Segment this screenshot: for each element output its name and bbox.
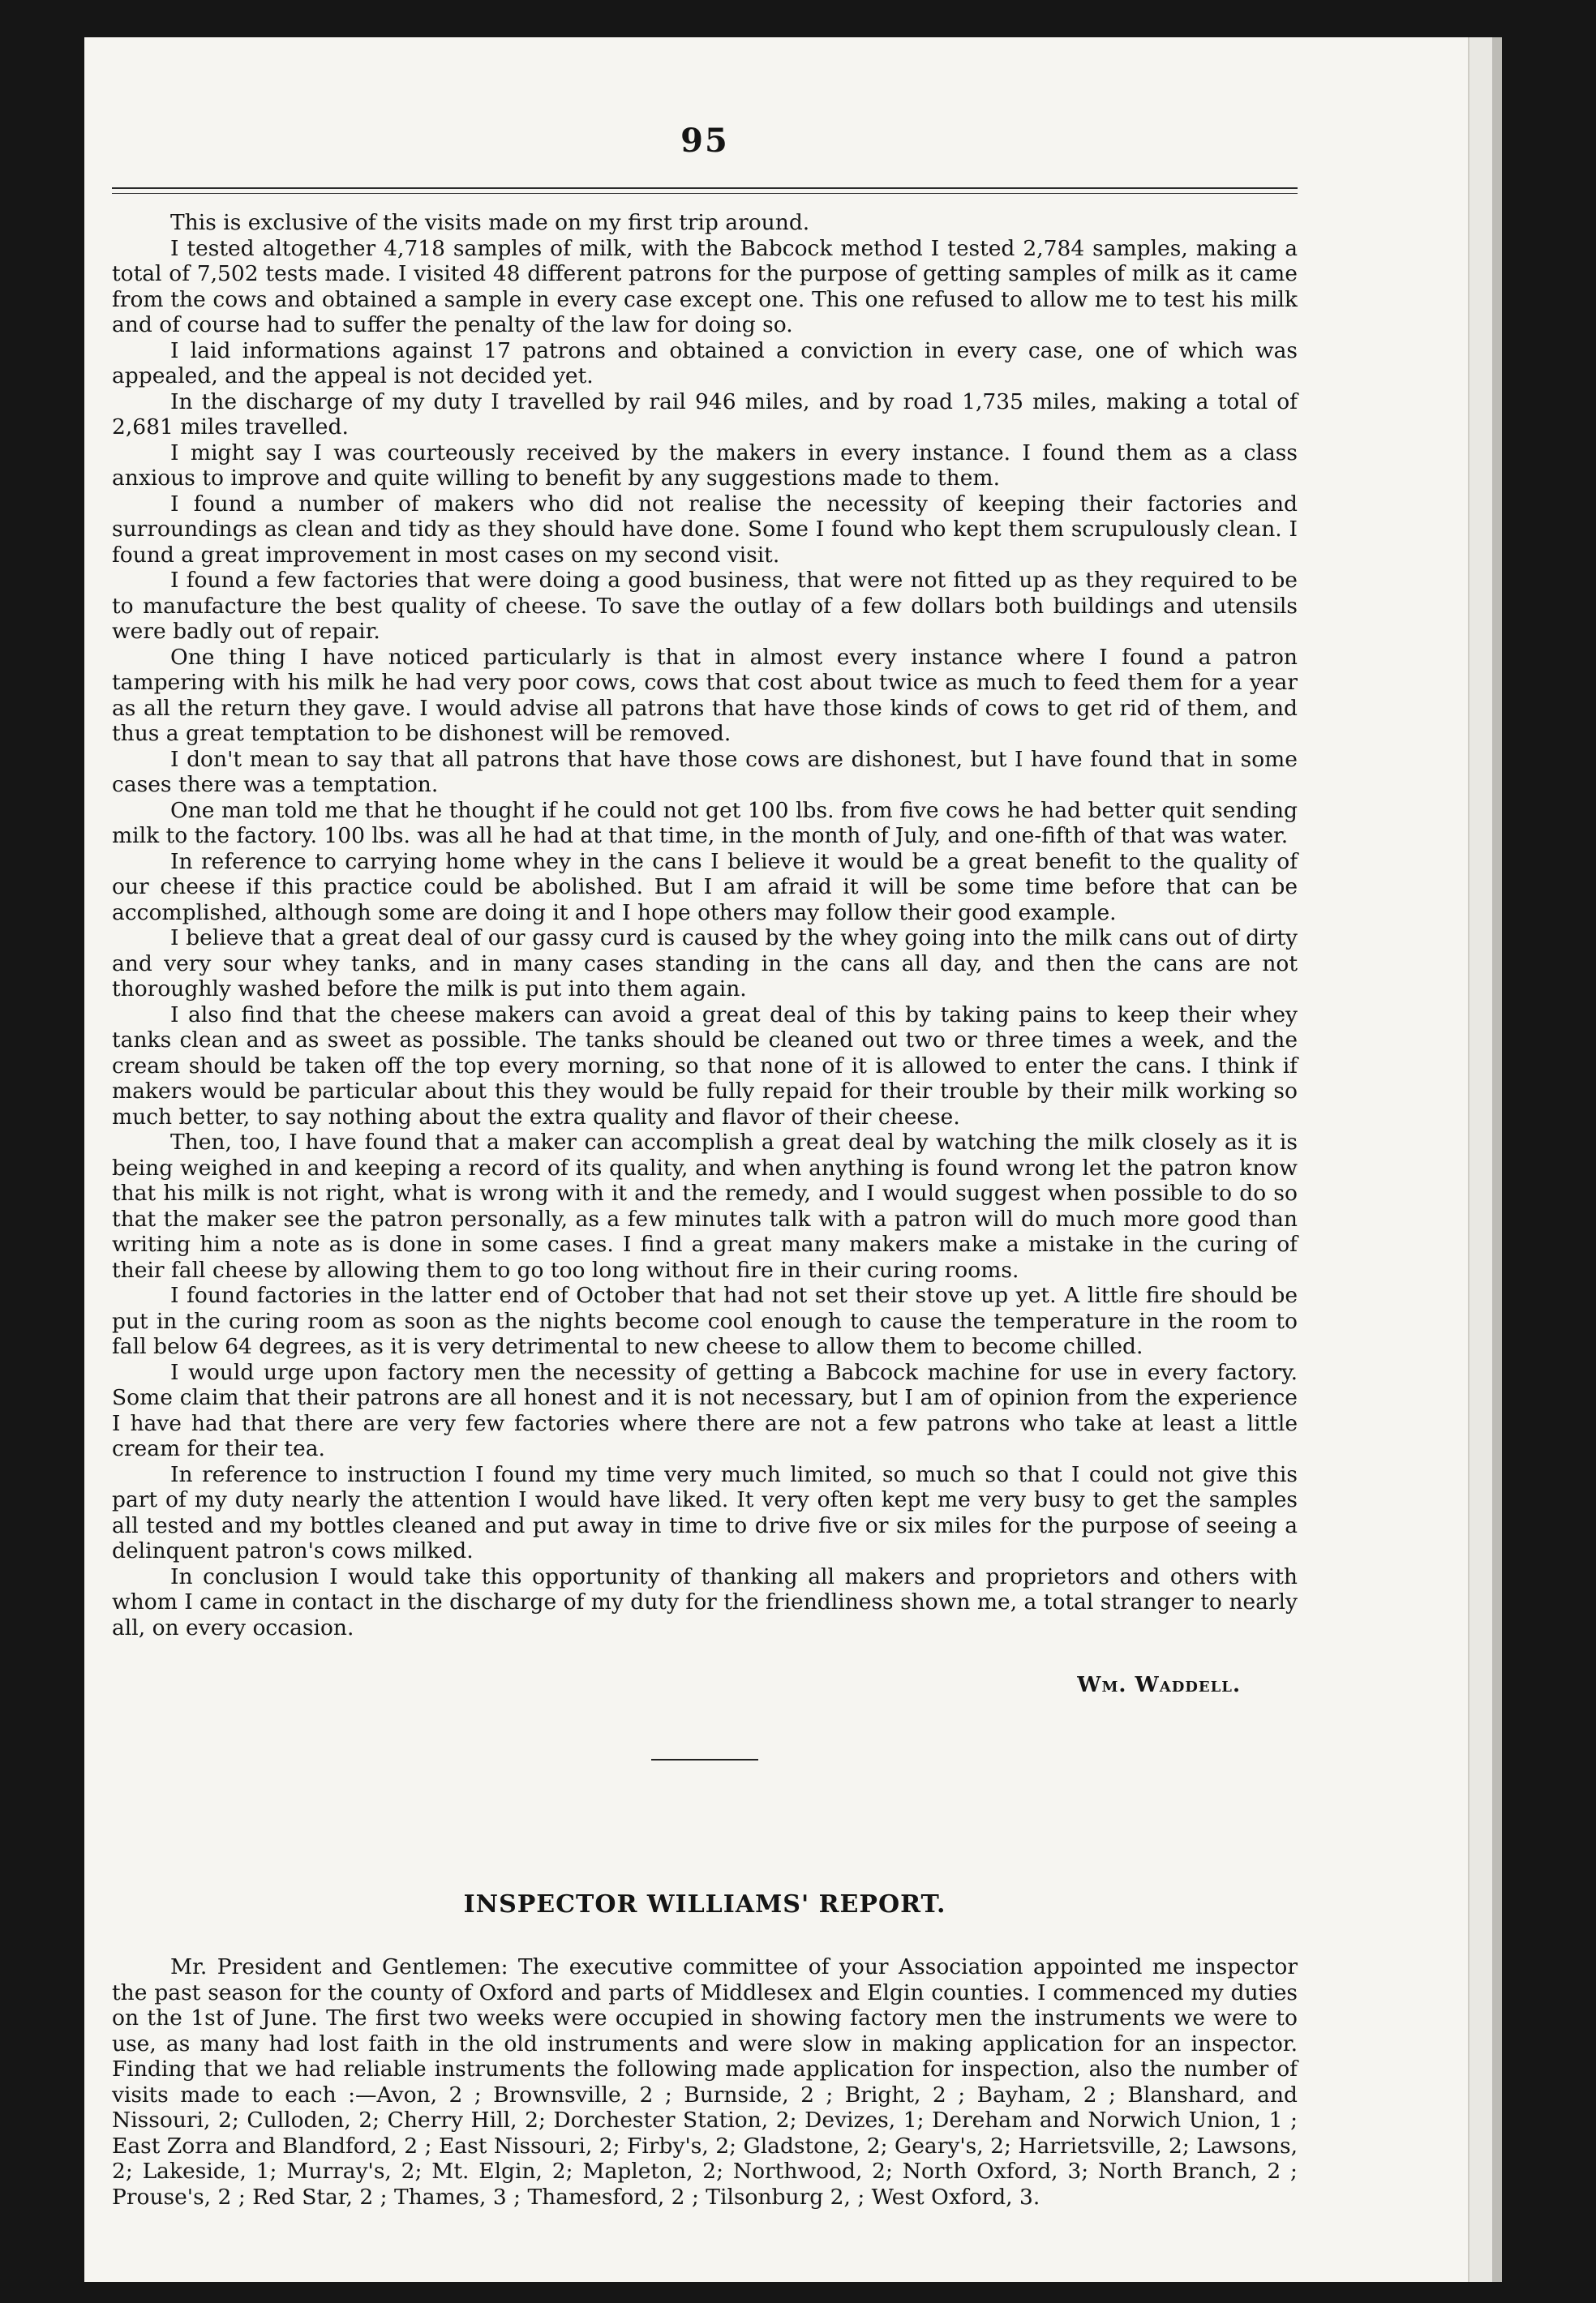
page-content [112,122,1298,2210]
paragraph: I believe that a great deal of our gassy curd is caused by the whey going into the milk cans out of dirty and very sour whey tanks, and in many cases standing in the cans all day, and then the cans are not thoroughly washed before the milk is put into them again. [112,925,1298,1001]
paragraph: Mr. President and Gentlemen: The executive committee of your Association appointed me inspector the past season for the county of Oxford and parts of Middlesex and Elgin counties. I commenced my duties on the 1st of June. The first two weeks were occupied in showing factory men the instruments we were to use, as many had lost faith in the old instruments and were slow in making application for an inspector. Finding that we had reliable instruments the following made application for inspection, also the number of visits made to each :—Avon, 2 ; Brownsville, 2 ; Burnside, 2 ; Bright, 2 ; Bayham, 2 ; Blanshard, and Nissouri, 2; Culloden, 2; Cherry Hill, 2; Dorchester Station, 2; Devizes, 1; Dereham and Norwich Union, 1 ; East Zorra and Blandford, 2 ; East Nissouri, 2; Firby's, 2; Gladstone, 2; Geary's, 2; Harrietsville, 2; Lawsons, 2; Lakeside, 1; Murray's, 2; Mt. Elgin, 2; Mapleton, 2; Northwood, 2; North Oxford, 3; North Branch, 2 ; Prouse's, 2 ; Red Star, 2 ; Thames, 3 ; Thamesford, 2 ; Tilsonburg 2, ; West Oxford, 3. [112,1954,1298,2210]
paragraph: I also find that the cheese makers can avoid a great deal of this by taking pains to keep their whey tanks clean and as sweet as possible. The tanks should be cleaned out two or three times a week, and the cream should be taken off the top every morning, so that none of it is allowed to enter the cans. I think if makers would be particular about this they would be fully repaid for their trouble by their milk working so much better, to say nothing about the extra quality and flavor of their cheese. [112,1001,1298,1130]
paragraph: This is exclusive of the visits made on my first trip around. [170,210,810,235]
paragraph: One thing I have noticed particularly is that in almost every instance where I found a patron tampering with his milk he had very poor cows, cows that cost about twice as much to feed them for a year as all the return they gave. I would advise all patrons that have those kinds of cows to get rid of them, and thus a great temptation to be dishonest will be removed. [112,644,1298,746]
section-title: INSPECTOR WILLIAMS' REPORT. [463,1890,946,1919]
paragraph: I would urge upon factory men the necessity of getting a Babcock machine for use in every factory. Some claim that their patrons are all honest and it is not necessary, but I am of opinion from the experience I have had that there are very few factories where there are not a few patrons who take at least a little cream for their tea. [112,1359,1298,1461]
williams-report-body [112,1954,1298,2210]
paragraph: Then, too, I have found that a maker can accomplish a great deal by watching the milk closely as it is being weighed in and keeping a record of its quality, and when anything is found wrong let the patron know that his milk is not right, what is wrong with it and the remedy, and I would suggest when possible to do so that the maker see the patron personally, as a few minutes talk with a patron will do much more good than writing him a note as is done in some cases. I find a great many makers make a mistake in the curing of their fall cheese by allowing them to go too long without fire in their curing rooms. [112,1130,1298,1283]
paragraph: I found factories in the latter end of October that had not set their stove up yet. A little fire should be put in the curing room as soon as the nights become cool enough to cause the temperature in the room to fall below 64 degrees, as it is very detrimental to new cheese to allow them to become chilled. [112,1283,1298,1359]
paragraph: I tested altogether 4,718 samples of milk, with the Babcock method I tested 2,784 samples, making a total of 7,502 tests made. I visited 48 different patrons for the purpose of getting samples of milk as it came from the cows and obtained a sample in every case except one. This one refused to allow me to test his milk and of course had to suffer the penalty of the law for doing so. [112,235,1298,337]
paragraph: I found a few factories that were doing a good business, that were not fitted up as they required to be to manufacture the best quality of cheese. To save the outlay of a few dollars both buildings and utensils were badly out of repair. [112,568,1298,644]
paragraph: I found a number of makers who did not realise the necessity of keeping their factories and surroundings as clean and tidy as they should have done. Some I found who kept them scrupulously clean. I found a great improvement in most cases on my second visit. [112,491,1298,568]
paragraph: In reference to instruction I found my time very much limited, so much so that I could not give this part of my duty nearly the attention I would have liked. It very often kept me very busy to get the samples all tested and my bottles cleaned and put away in time to drive five or six miles for the purpose of seeing a delinquent patron's cows milked. [112,1461,1298,1563]
page-number: 95 [680,122,729,160]
page-edge [1468,37,1494,2282]
paragraph: I don't mean to say that all patrons that have those cows are dishonest, but I have found that in some cases there was a temptation. [112,746,1298,797]
paragraph: In conclusion I would take this opportunity of thanking all makers and proprietors and others with whom I came in contact in the discharge of my duty for the friendliness shown me, a total stranger to nearly all, on every occasion. [112,1563,1298,1640]
paragraph: I might say I was courteously received by the makers in every instance. I found them as a class anxious to improve and quite willing to benefit by any suggestions made to them. [112,440,1298,491]
signature: Wm. Waddell. [1077,1673,1241,1697]
paragraph: One man told me that he thought if he could not get 100 lbs. from five cows he had better quit sending milk to the factory. 100 lbs. was all he had at that time, in the month of July, and one-fifth of that was water. [112,797,1298,848]
section-divider [651,1759,758,1760]
paragraph: I laid informations against 17 patrons and obtained a conviction in every case, one of which was appealed, and the appeal is not decided yet. [112,337,1298,388]
page-edge-shadow [1492,37,1502,2282]
header-rule [112,187,1298,194]
paragraph: In reference to carrying home whey in the cans I believe it would be a great benefit to the quality of our cheese if this practice could be abolished. But I am afraid it will be some time before that can be accomplished, although some are doing it and I hope others may follow their good example. [112,848,1298,925]
waddell-report-body [112,210,1298,1640]
paragraph: In the discharge of my duty I travelled by rail 946 miles, and by road 1,735 miles, making a total of 2,681 miles travelled. [112,388,1298,440]
